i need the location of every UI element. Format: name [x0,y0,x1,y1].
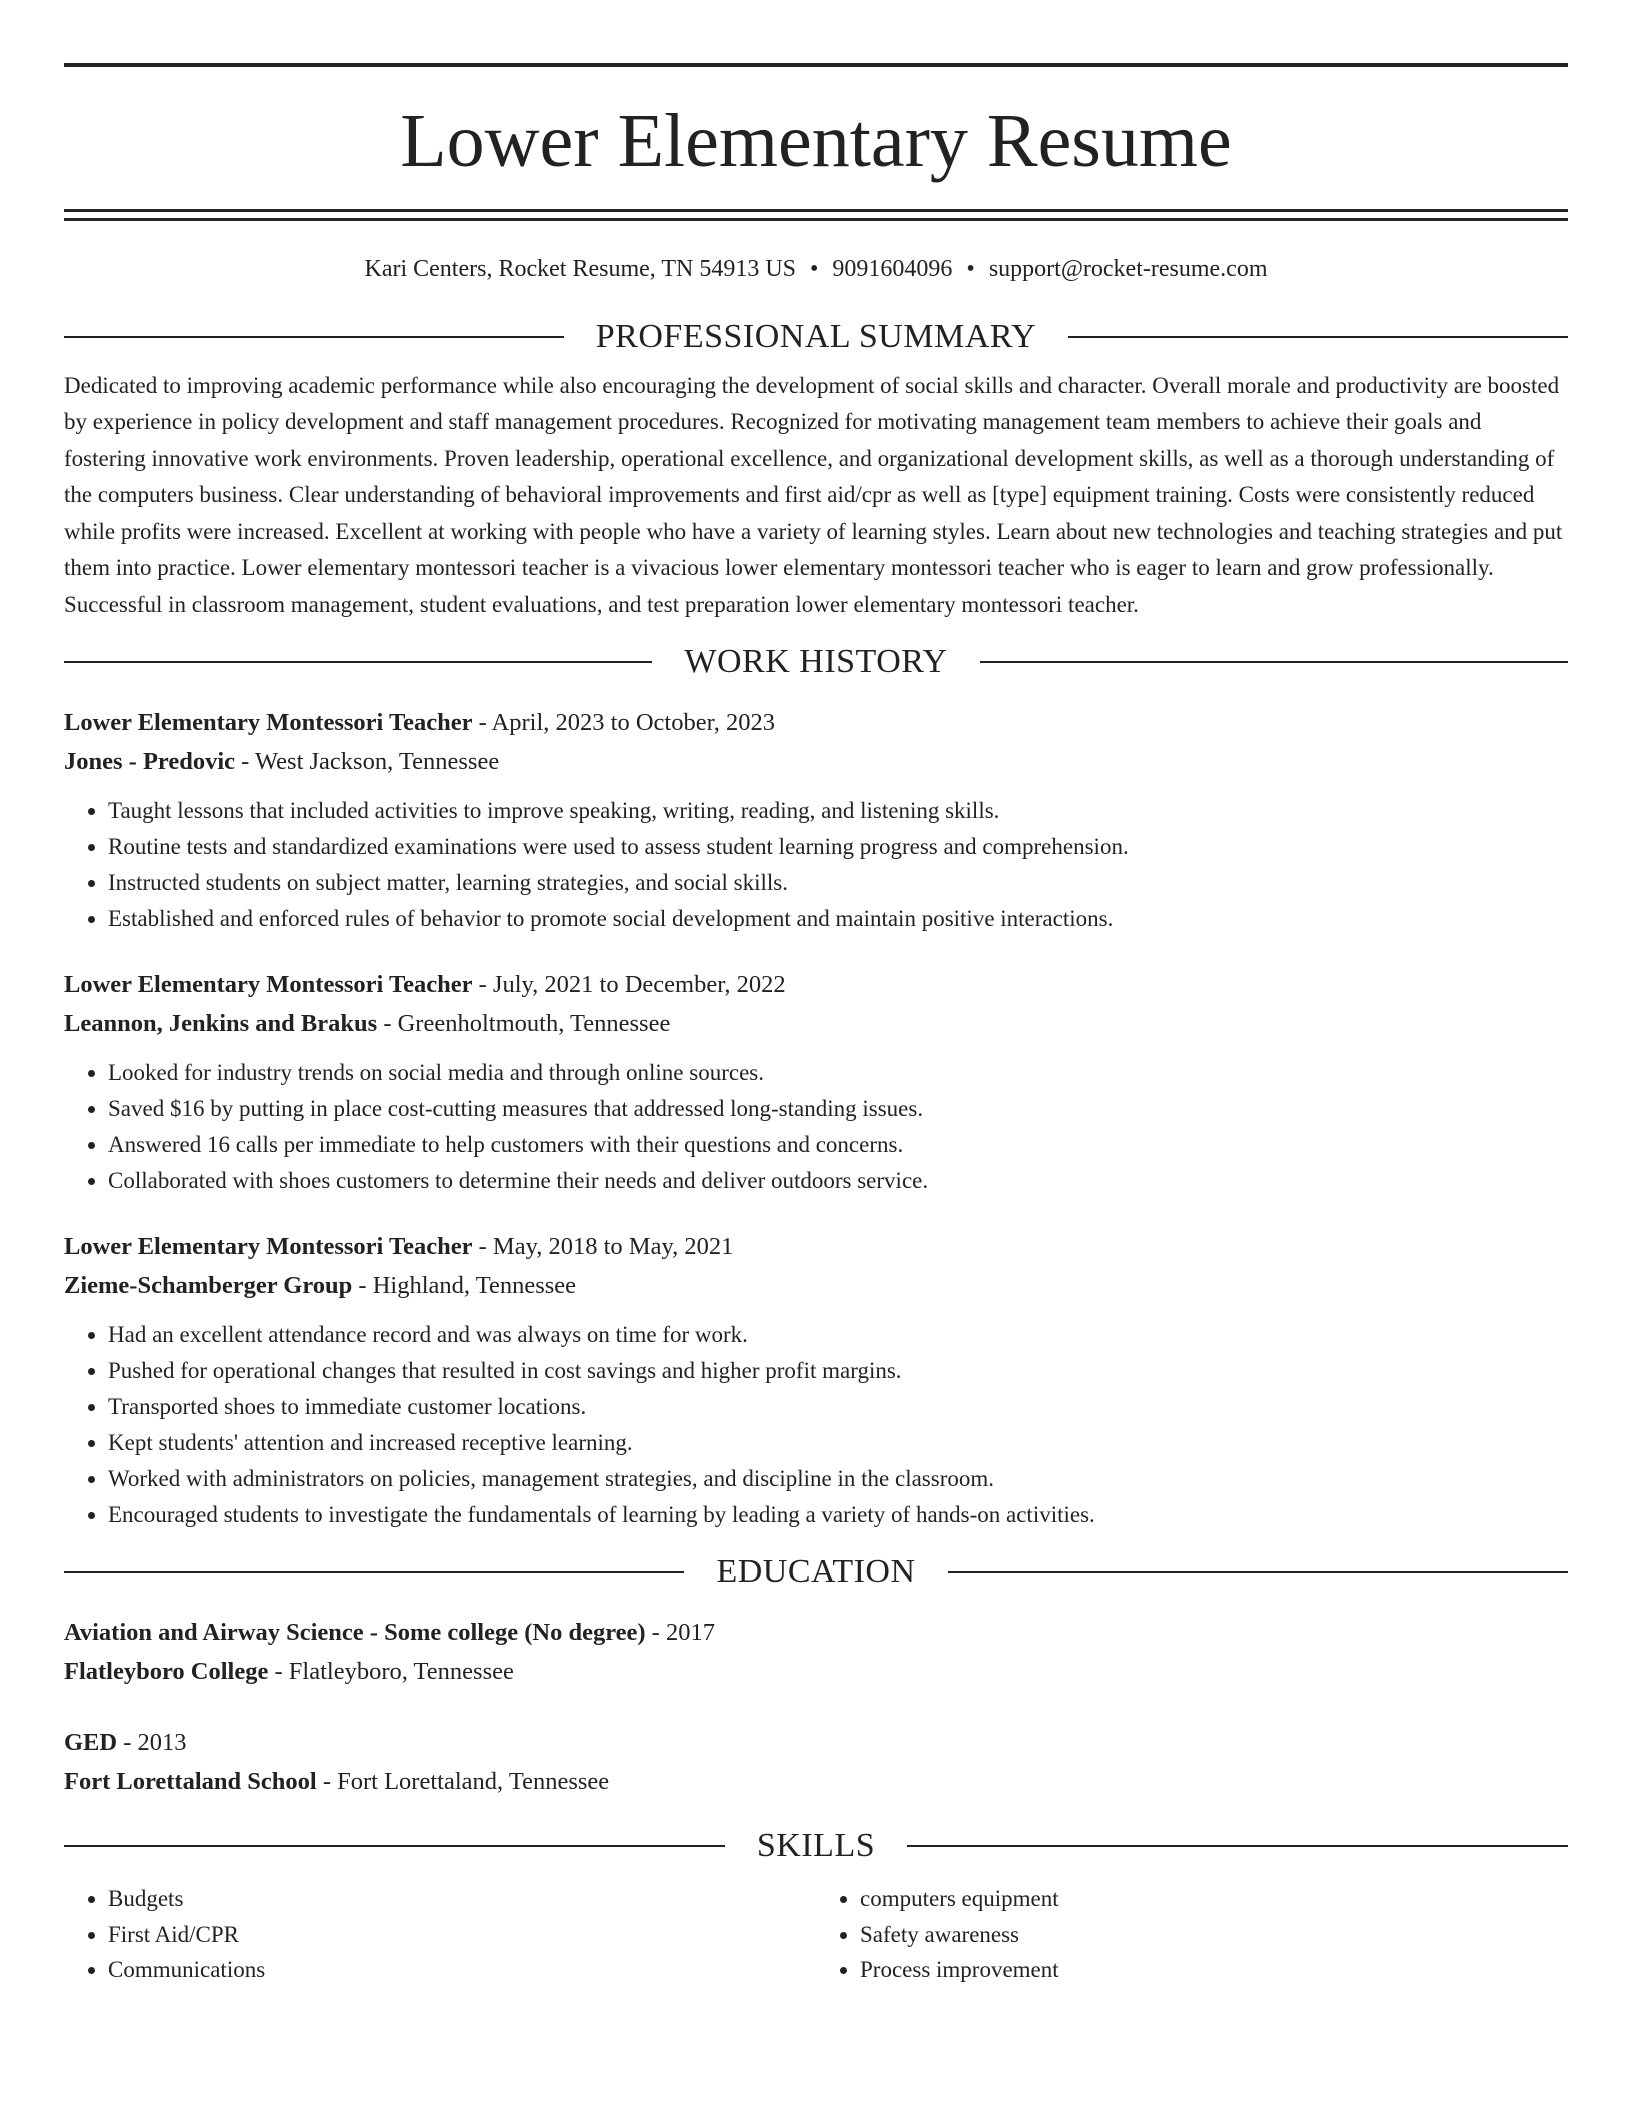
school-name: Flatleyboro College [64,1658,269,1686]
school-location: - Fort Lorettaland, Tennessee [316,1768,610,1796]
job-entry [64,1227,1568,1533]
job-title-line [64,965,1568,1004]
job-bullets [64,793,1568,937]
list-item: • Instructed students on subject matter, learning strategies, and social skills. [108,865,1568,901]
education-section-heading [64,1555,1568,1589]
school-location: - Flatleyboro, Tennessee [268,1658,514,1686]
education-entry [64,1723,1568,1801]
skill-item: • computers equipment [860,1881,1568,1917]
contact-address: Kari Centers, Rocket Resume, TN 54913 US [364,256,796,282]
job-title: Lower Elementary Montessori Teacher [64,709,473,737]
job-location: - West Jackson, Tennessee [235,748,500,776]
list-item: • Kept students' attention and increased receptive learning. [108,1425,1568,1461]
job-dates: - July, 2021 to December, 2022 [472,971,786,999]
job-entry [64,965,1568,1199]
job-title: Lower Elementary Montessori Teacher [64,1233,473,1261]
job-bullets [64,1055,1568,1199]
list-item: • Transported shoes to immediate customer locations. [108,1389,1568,1425]
contact-line [64,255,1568,284]
job-company: Leannon, Jenkins and Brakus [64,1010,378,1038]
job-company-line [64,1004,1568,1043]
summary-text: Dedicated to improving academic performance while also encouraging the development of social skills and character. Overall morale and productivity are boosted by experience in policy development and staff management procedures. Recognized for motivating management team members to achieve their goals and fostering innovative work environments. Proven leadership, operational excellence, and organizational development skills, as well as a thorough understanding of the computers business. Clear understanding of behavioral improvements and first aid/cpr as well as [type] equipment training. Costs were consistently reduced while profits were increased. Excellent at working with people who have a variety of learning styles. Learn about new technologies and teaching strategies and put them into practice. Lower elementary montessori teacher is a vivacious lower elementary montessori teacher who is eager to learn and grow professionally. Successful in classroom management, student evaluations, and test preparation lower elementary montessori teacher. [64,372,1563,617]
list-item: • Saved $16 by putting in place cost-cutting measures that addressed long-standing issues. [108,1091,1568,1127]
job-dates: - May, 2018 to May, 2021 [472,1233,734,1261]
divider-line [64,1845,725,1847]
list-item: • Taught lessons that included activities to improve speaking, writing, reading, and listening skills. [108,793,1568,829]
school-line [64,1652,1568,1691]
section-title: PROFESSIONAL SUMMARY [595,317,1037,355]
divider-line [980,661,1568,663]
divider-line [64,1571,684,1573]
top-rule [64,63,1568,67]
job-dates: - April, 2023 to October, 2023 [472,709,776,737]
degree-year: - 2017 [645,1619,715,1647]
divider-line [948,1571,1568,1573]
title-double-rule [64,209,1568,221]
job-company-line [64,742,1568,781]
list-item: • Encouraged students to investigate the fundamentals of learning by leading a variety of hands-on activities. [108,1497,1568,1533]
job-company-line [64,1266,1568,1305]
school-name: Fort Lorettaland School [64,1768,317,1796]
list-item: • Worked with administrators on policies, management strategies, and discipline in the classroom. [108,1461,1568,1497]
skill-item: • Process improvement [860,1952,1568,1988]
work-section-heading [64,645,1568,679]
contact-separator: • [966,256,975,282]
list-item: • Looked for industry trends on social media and through online sources. [108,1055,1568,1091]
skills-column-right [816,1881,1568,1988]
list-item: • Established and enforced rules of behavior to promote social development and maintain positive interactions. [108,901,1568,937]
job-entry [64,703,1568,937]
job-location: - Greenholtmouth, Tennessee [377,1010,671,1038]
list-item: • Routine tests and standardized examinations were used to assess student learning progress and comprehension. [108,829,1568,865]
section-title: WORK HISTORY [684,643,948,681]
job-title-line [64,703,1568,742]
job-bullets [64,1317,1568,1533]
contact-separator: • [810,256,819,282]
degree-year: - 2013 [117,1729,187,1757]
skills-section-heading [64,1829,1568,1863]
divider-line [64,661,652,663]
skill-item: • Budgets [108,1881,816,1917]
divider-line [1068,336,1568,338]
list-item: • Answered 16 calls per immediate to help customers with their questions and concerns. [108,1127,1568,1163]
contact-email: support@rocket-resume.com [988,256,1268,282]
list-item: • Collaborated with shoes customers to determine their needs and deliver outdoors service. [108,1163,1568,1199]
summary-section-heading [64,317,1568,355]
skills-grid [64,1881,1568,1988]
degree-name: GED [64,1729,118,1757]
school-line [64,1762,1568,1801]
education-entry [64,1613,1568,1691]
job-location: - Highland, Tennessee [352,1272,577,1300]
skill-item: • First Aid/CPR [108,1917,816,1953]
section-title: SKILLS [756,1827,876,1865]
skill-item: • Safety awareness [860,1917,1568,1953]
divider-line [64,336,564,338]
list-item: • Pushed for operational changes that resulted in cost savings and higher profit margins. [108,1353,1568,1389]
job-title: Lower Elementary Montessori Teacher [64,971,473,999]
resume-title: Lower Elementary Resume [400,99,1232,183]
contact-phone: 9091604096 [832,256,953,282]
degree-line [64,1613,1568,1652]
divider-line [907,1845,1568,1847]
skill-item: • Communications [108,1952,816,1988]
degree-name: Aviation and Airway Science - Some college (No degree) [64,1619,646,1647]
list-item: • Had an excellent attendance record and was always on time for work. [108,1317,1568,1353]
degree-line [64,1723,1568,1762]
section-title: EDUCATION [716,1553,916,1591]
job-company: Zieme-Schamberger Group [64,1272,353,1300]
skills-column-left [64,1881,816,1988]
job-company: Jones - Predovic [64,748,236,776]
job-title-line [64,1227,1568,1266]
